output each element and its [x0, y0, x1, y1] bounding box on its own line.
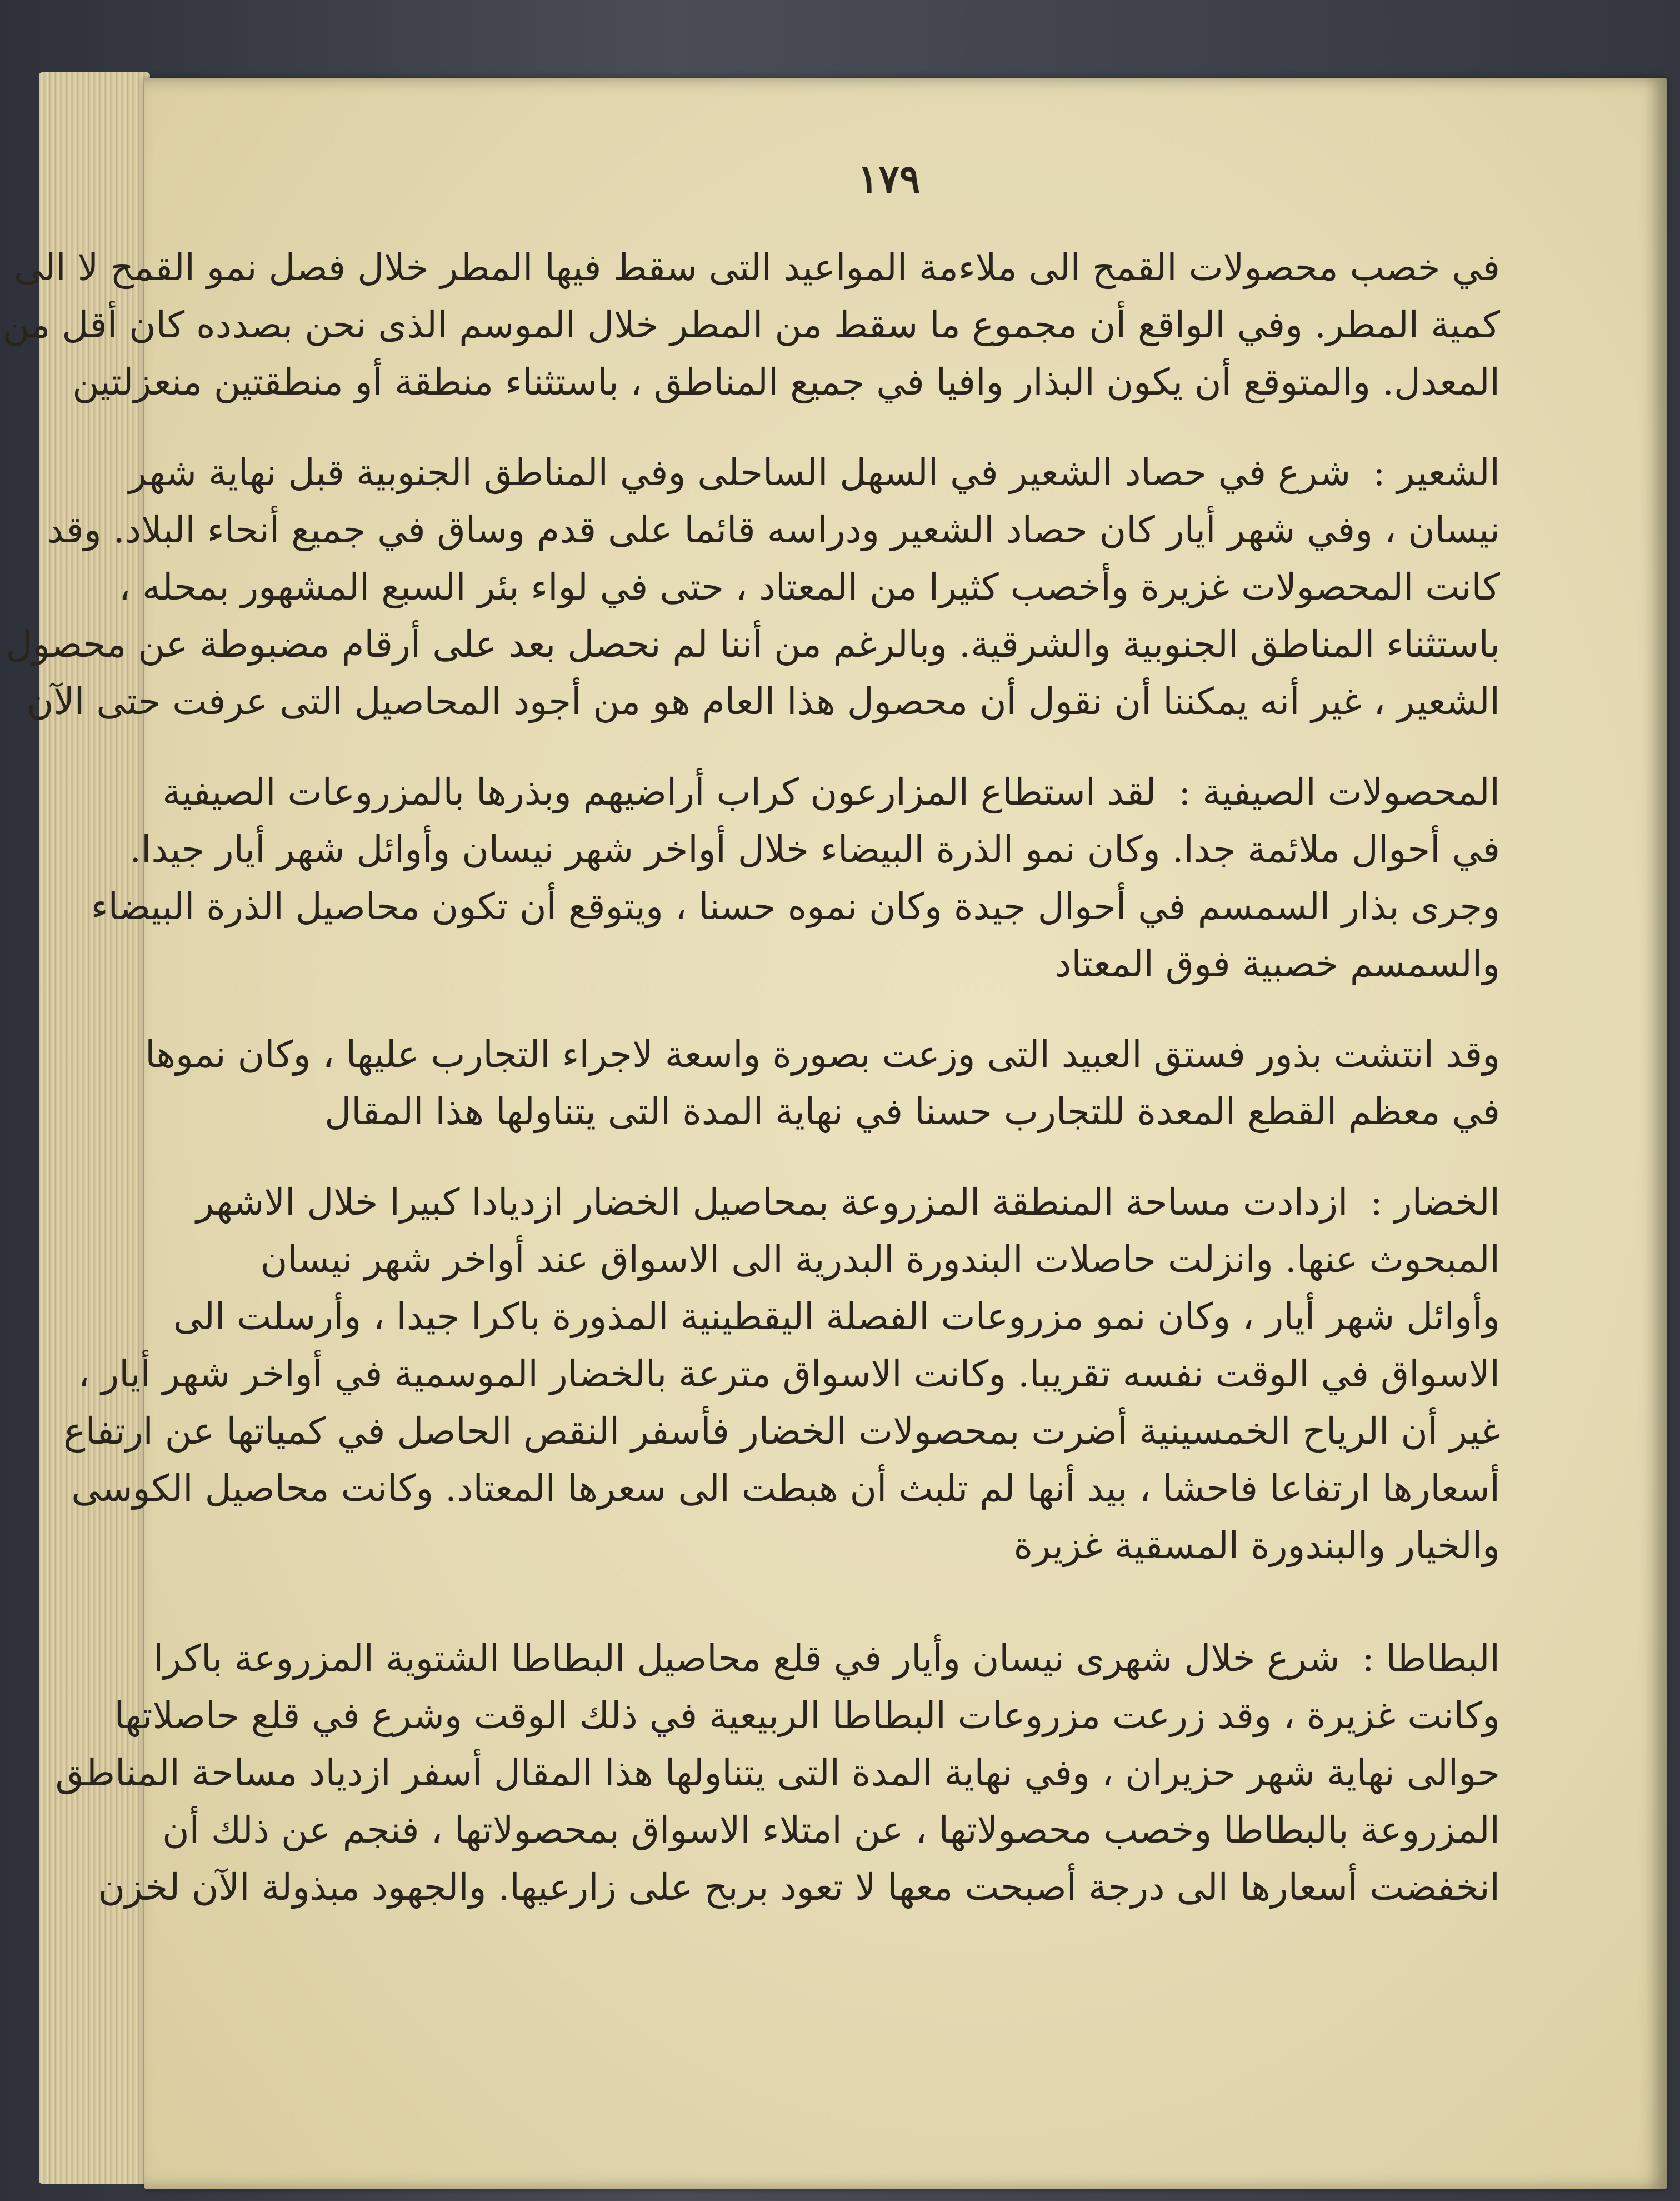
page-number: ١٧٩ — [857, 156, 921, 202]
text-line: والسمسم خصبية فوق المعتاد — [1054, 942, 1500, 985]
text-line: باستثناء المناطق الجنوبية والشرقية. وبالرغم من أننا لم نحصل بعد على أرقام مضبوطة عن محصول — [6, 623, 1500, 666]
text-line: في خصب محصولات القمح الى ملاءمة المواعيد التى سقط فيها المطر خلال فصل نمو القمح لا الى — [14, 246, 1500, 289]
text-line — [196, 1174, 1500, 1231]
text-line-content: شرع في حصاد الشعير في السهل الساحلى وفي المناطق الجنوبية قبل نهاية شهر — [128, 451, 1351, 494]
text-line-content: ازدادت مساحة المنطقة المزروعة بمحاصيل الخضار ازديادا كبيرا خلال الاشهر — [196, 1181, 1348, 1224]
text-line: أسعارها ارتفاعا فاحشا ، بيد أنها لم تلبث أن هبطت الى سعرها المعتاد. وكانت محاصيل الكوسى — [71, 1467, 1500, 1510]
text-line: في معظم القطع المعدة للتجارب حسنا في نهاية المدة التى يتناولها هذا المقال — [324, 1090, 1500, 1133]
section-label: البطاطا : — [1362, 1637, 1500, 1680]
text-line: كمية المطر. وفي الواقع أن مجموع ما سقط من المطر خلال الموسم الذى نحن بصدده كان أقل من — [2, 303, 1500, 346]
section-label: الشعير : — [1373, 451, 1500, 494]
text-line — [153, 1630, 1500, 1687]
text-line: انخفضت أسعارها الى درجة أصبحت معها لا تعود بربح على زارعيها. والجهود مبذولة الآن لخزن — [98, 1866, 1500, 1909]
paragraph-vegetables — [63, 1174, 1500, 1574]
text-line: حوالى نهاية شهر حزيران ، وفي نهاية المدة التى يتناولها هذا المقال أسفر ازدياد مساحة المناطق — [55, 1751, 1500, 1794]
text-line: وقد انتشت بذور فستق العبيد التى وزعت بصورة واسعة لاجراء التجارب عليها ، وكان نموها — [145, 1033, 1500, 1076]
text-line: غير أن الرياح الخمسينية أضرت بمحصولات الخضار فأسفر النقص الحاصل في كمياتها عن ارتفاع — [63, 1410, 1500, 1453]
text-line: كانت المحصولات غزيرة وأخصب كثيرا من المعتاد ، حتى في لواء بئر السبع المشهور بمحله ، — [118, 566, 1500, 608]
text-line: المعدل. والمتوقع أن يكون البذار وافيا في جميع المناطق ، باستثناء منطقة أو منطقتين منعزلتين — [72, 361, 1500, 403]
text-line: في أحوال ملائمة جدا. وكان نمو الذرة البيضاء خلال أواخر شهر نيسان وأوائل شهر أيار جيدا. — [129, 828, 1500, 871]
paragraph-potatoes — [55, 1630, 1500, 1916]
text-line — [128, 444, 1500, 501]
text-line: وكانت غزيرة ، وقد زرعت مزروعات البطاطا الربيعية في ذلك الوقت وشرع في قلع حاصلاتها — [114, 1694, 1500, 1737]
paragraph-groundnuts — [145, 1026, 1500, 1140]
text-line-content: شرع خلال شهرى نيسان وأيار في قلع محاصيل البطاطا الشتوية المزروعة باكرا — [153, 1637, 1340, 1680]
text-line: الاسواق في الوقت نفسه تقريبا. وكانت الاسواق مترعة بالخضار الموسمية في أواخر شهر أيار ، — [78, 1352, 1500, 1395]
text-line: وجرى بذار السمسم في أحوال جيدة وكان نموه حسنا ، ويتوقع أن تكون محاصيل الذرة البيضاء — [91, 885, 1500, 928]
paragraph-wheat — [2, 239, 1500, 411]
text-line: المزروعة بالبطاطا وخصب محصولاتها ، عن امتلاء الاسواق بمحصولاتها ، فنجم عن ذلك أن — [162, 1809, 1500, 1851]
page-body — [2, 239, 1500, 1916]
text-line: المبحوث عنها. وانزلت حاصلات البندورة البدرية الى الاسواق عند أواخر شهر نيسان — [260, 1238, 1500, 1281]
paragraph-barley — [6, 444, 1500, 730]
text-line — [162, 763, 1500, 821]
text-line: الشعير ، غير أنه يمكننا أن نقول أن محصول هذا العام هو من أجود المحاصيل التى عرفت حتى الآن — [26, 680, 1500, 723]
section-label: الخضار : — [1370, 1181, 1500, 1224]
section-label: المحصولات الصيفية : — [1178, 771, 1500, 813]
text-line: نيسان ، وفي شهر أيار كان حصاد الشعير ودراسه قائما على قدم وساق في جميع أنحاء البلاد. وقد — [47, 508, 1500, 551]
text-line: وأوائل شهر أيار ، وكان نمو مزروعات الفصلة اليقطينية المذورة باكرا جيدا ، وأرسلت الى — [173, 1295, 1500, 1338]
text-line-content: لقد استطاع المزارعون كراب أراضيهم وبذرها بالمزروعات الصيفية — [162, 771, 1157, 813]
paragraph-summer-crops — [91, 763, 1500, 992]
text-line: والخيار والبندورة المسقية غزيرة — [1013, 1524, 1500, 1567]
